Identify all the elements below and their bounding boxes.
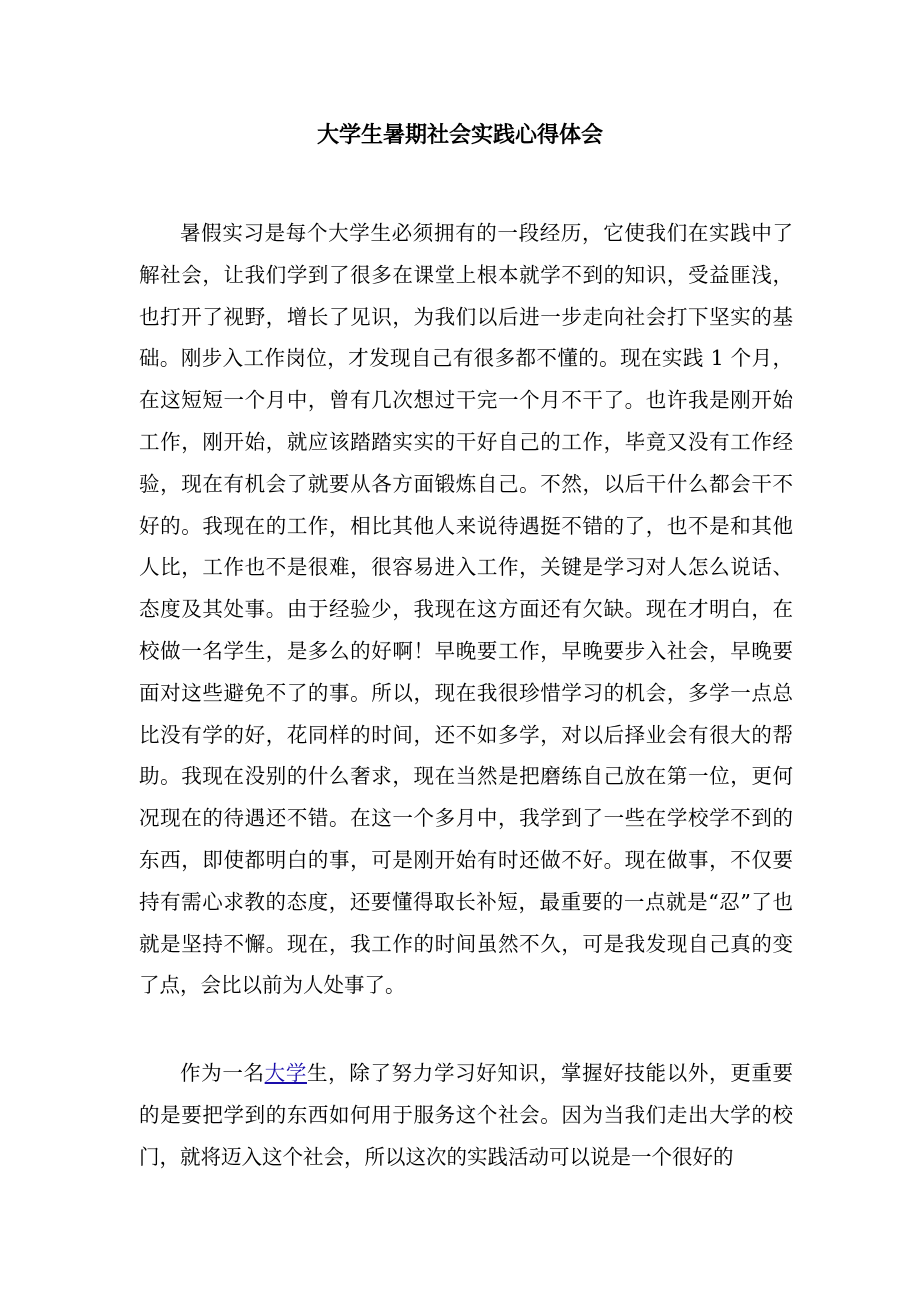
university-link[interactable]: 大学 — [264, 1061, 307, 1085]
paragraph-2-text-end: 生，除了努力学习好知识，掌握好技能以外，更重要的是要把学到的东西如何用于服务这个社会。因为当我们走出大学的校门，就将迈入这个社会，所以这次的实践活动可以说是一个很好的 — [139, 1061, 794, 1169]
body-paragraph-1: 暑假实习是每个大学生必须拥有的一段经历，它使我们在实践中了解社会，让我们学到了很多在课堂上根本就学不到的知识，受益匪浅，也打开了视野，增长了见识，为我们以后进一步走向社会打下坚实的基础。刚步入工作岗位，才发现自己有很多都不懂的。现在实践 1 个月，在这短短一个月中，曾有几次想过干完一个月不干了。也许我是刚开始工作，刚开始，就应该踏踏实实的干好自己的工作，毕竟又没有工作经验，现在有机会了就要从各方面锻炼自己。不然，以后干什么都会干不好的。我现在的工作，相比其他人来说待遇挺不错的了，也不是和其他人比，工作也不是很难，很容易进入工作，关键是学习对人怎么说话、态度及其处事。由于经验少，我现在这方面还有欠缺。现在才明白，在校做一名学生，是多么的好啊！早晚要工作，早晚要步入社会，早晚要面对这些避免不了的事。所以，现在我很珍惜学习的机会，多学一点总比没有学的好，花同样的时间，还不如多学，对以后择业会有很大的帮助。我现在没别的什么奢求，现在当然是把磨练自己放在第一位，更何况现在的待遇还不错。在这一个多月中，我学到了一些在学校学不到的东西，即使都明白的事，可是刚开始有时还做不好。现在做事，不仅要持有需心求教的态度，还要懂得取长补短，最重要的一点就是“忍”了也就是坚持不懈。现在，我工作的时间虽然不久，可是我发现自己真的变了点，会比以前为人处事了。 — [139, 221, 793, 998]
paragraph-2-text-start: 作为一名 — [180, 1061, 265, 1085]
document-title: 大学生暑期社会实践心得体会 — [316, 123, 603, 148]
body-paragraph-2 — [139, 1053, 793, 1178]
